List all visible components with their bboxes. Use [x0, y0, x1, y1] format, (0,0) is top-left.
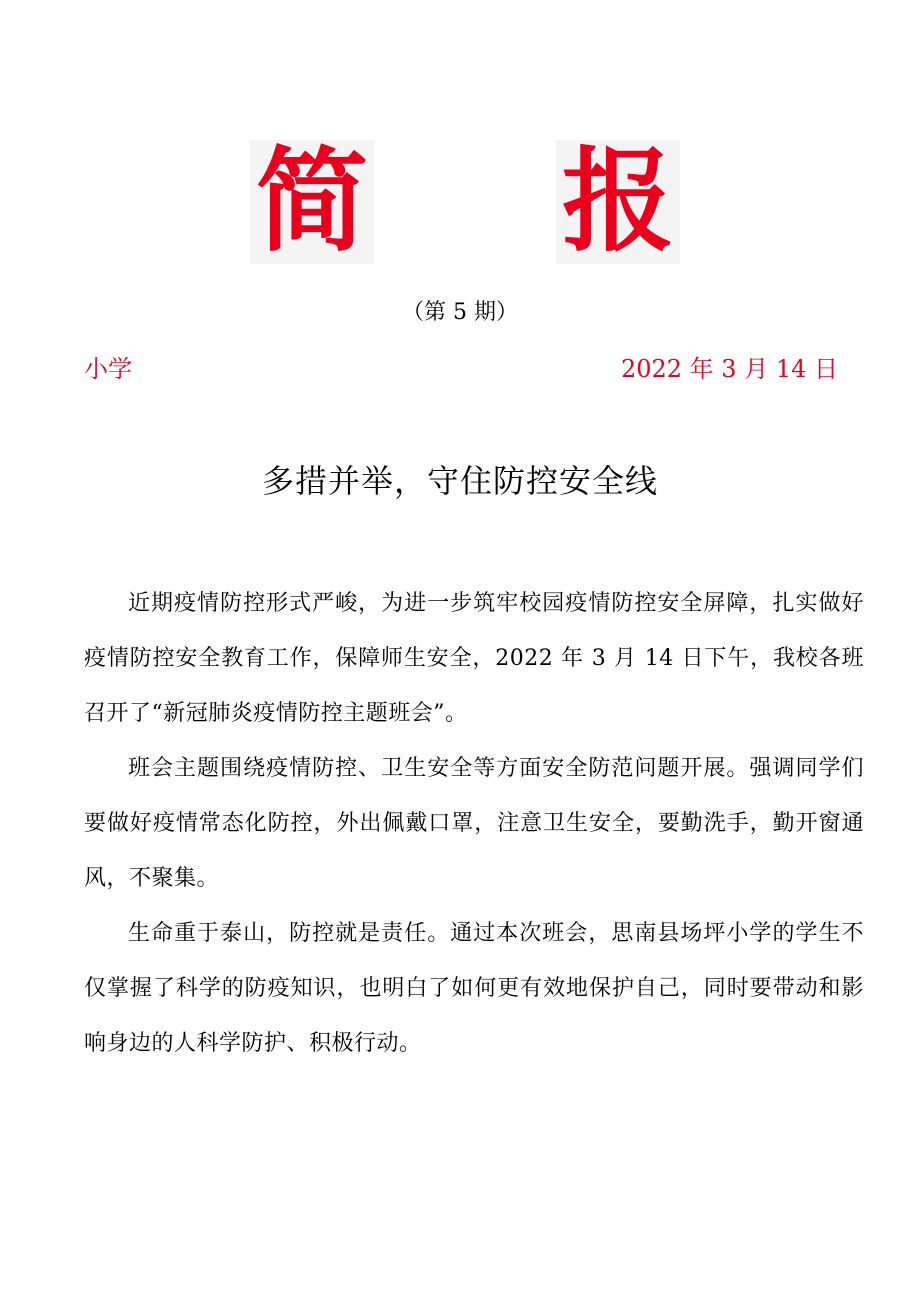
school-name: 小学: [84, 355, 132, 383]
paragraph-2: 班会主题围绕疫情防控、卫生安全等方面安全防范问题开展。强调同学们要做好疫情常态化防控，外出佩戴口罩，注意卫生安全，要勤洗手，勤开窗通风，不聚集。: [84, 756, 864, 891]
article-body: [84, 576, 864, 1071]
paragraph-3: 生命重于泰山，防控就是责任。通过本次班会，思南县场坪小学的学生不仅掌握了科学的防疫知识，也明白了如何更有效地保护自己，同时要带动和影响身边的人科学防护、积极行动。: [84, 921, 864, 1056]
masthead-char-bao: 报: [556, 140, 680, 264]
issue-number: （第 5 期）: [402, 300, 518, 325]
masthead-char-jian: 简: [250, 140, 374, 264]
issue-date: 2022 年 3 月 14 日: [620, 355, 838, 383]
paragraph-1: 近期疫情防控形式严峻，为进一步筑牢校园疫情防控安全屏障，扎实做好疫情防控安全教育工作，保障师生安全，2022 年 3 月 14 日下午，我校各班召开了“新冠肺炎疫情防控主题班会”。: [84, 591, 864, 726]
masthead: [0, 137, 920, 270]
article-title: 多措并举，守住防控安全线: [261, 462, 658, 500]
